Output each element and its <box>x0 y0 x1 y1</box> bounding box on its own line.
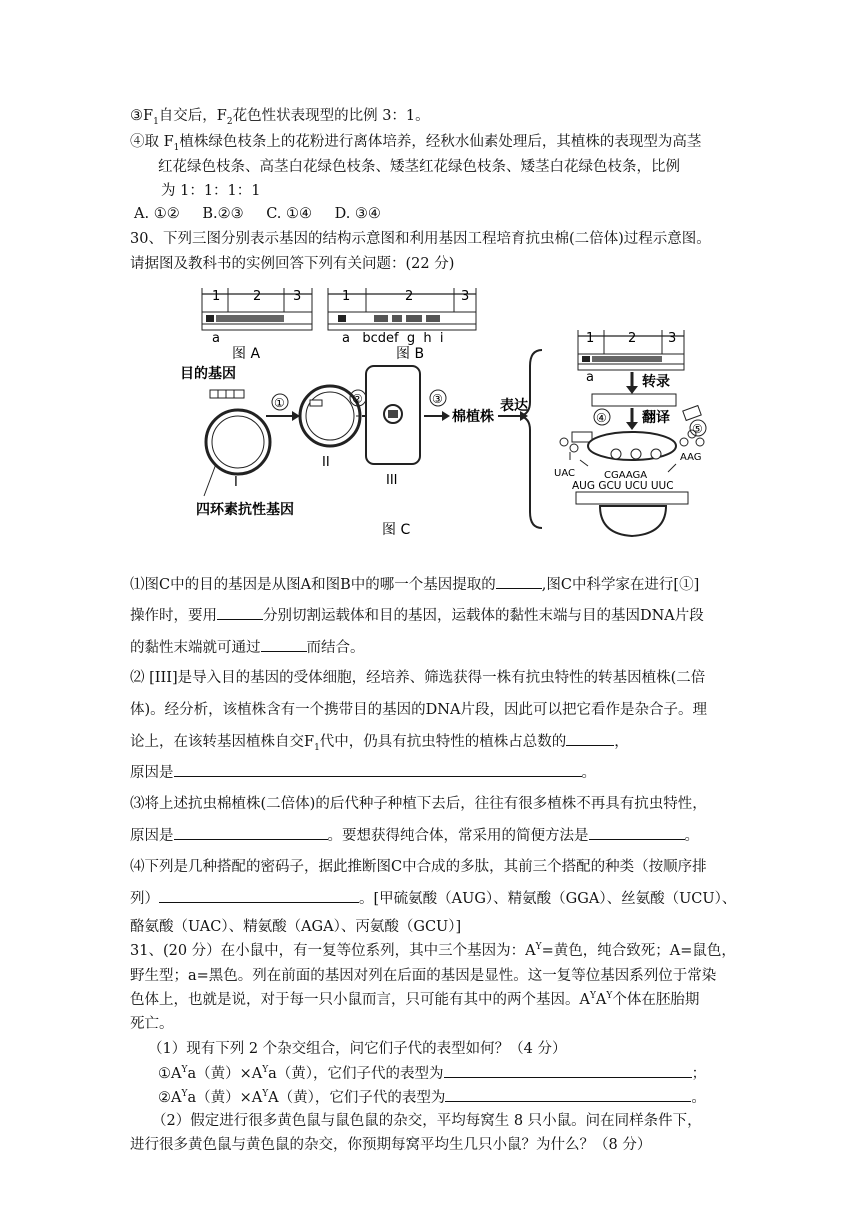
q30-part2-text: 原因是 <box>130 765 174 781</box>
answer-blank[interactable] <box>174 762 582 777</box>
figure-b <box>328 288 476 362</box>
q30-part2-text: ， <box>614 734 629 750</box>
option-a[interactable]: A. ①② <box>134 206 180 222</box>
q31-sub2-line1: （2）假定进行很多黄色鼠与鼠色鼠的杂交，平均每窝生 8 只小鼠。问在同样条件下， <box>152 1113 702 1129</box>
translate-label: 翻译 <box>642 410 670 426</box>
q30-part2-text: 论上，在该转基因植株自交F <box>130 734 315 750</box>
option-b[interactable]: B.②③ <box>202 206 244 222</box>
q31-line3 <box>130 990 699 1010</box>
q31-text: 个体在胚胎期 <box>612 992 700 1008</box>
tet-resistance-gene-label: 四环素抗性基因 <box>196 502 294 518</box>
step-1: ① <box>274 396 285 410</box>
q31-text: a（黄），它们子代的表型为 <box>268 1066 444 1082</box>
right-seg2: 2 <box>628 331 637 346</box>
figA-seg1: 1 <box>212 289 221 304</box>
q31-text: 。 <box>691 1090 706 1106</box>
q30-part3-text: 。要想获得纯合体，常采用的简便方法是 <box>327 828 589 844</box>
q30-part2-line1: ⑵ [III]是导入目的基因的受体细胞，经培养、筛选获得一株有抗虫特性的转基因植株(二倍 <box>130 670 706 686</box>
q30-part1-line1 <box>130 574 699 595</box>
superscript: Y <box>589 991 596 1002</box>
q30-part2-text: 。 <box>581 765 596 781</box>
anticodon-left: UAC <box>554 468 575 479</box>
q30-part4-line3: 酪氨酸（UAC）、精氨酸（AGA）、丙氨酸（GCU）] <box>130 919 462 935</box>
superscript: Y <box>262 1089 269 1100</box>
item3-text: 花色性状表现型的比例 3：1。 <box>232 108 430 124</box>
q30-part3-line1: ⑶将上述抗虫棉植株(二倍体)的后代种子种植下去后，往往有很多植株不再具有抗虫特性， <box>130 796 707 812</box>
figA-letter: a <box>212 331 220 346</box>
figA-seg2: 2 <box>253 289 262 304</box>
target-gene-label: 目的基因 <box>180 366 236 382</box>
item4-text: ④取 F <box>130 134 174 150</box>
figB-caption: 图 B <box>396 346 425 362</box>
superscript: Y <box>535 942 542 953</box>
recombinant-label: II <box>322 455 330 470</box>
cotton-label: 棉植株 <box>452 409 494 425</box>
q30-part1-text: ⑴图C中的目的基因是从图A和图B中的哪一个基因提取的 <box>130 577 496 593</box>
q31-text: 色体上，也就是说，对于每一只小鼠而言，只可能有其中的两个基因。A <box>130 992 590 1008</box>
step-5: ⑤ <box>692 422 703 436</box>
answer-blank[interactable] <box>174 825 328 840</box>
subscript: 1 <box>153 116 159 127</box>
q30-part1-text: 分别切割运载体和目的基因，运载体的黏性末端与目的基因DNA片段 <box>263 608 704 624</box>
q30-part3-text: 原因是 <box>130 828 174 844</box>
step-3: ③ <box>432 392 443 406</box>
item-4-line-1 <box>130 132 701 152</box>
superscript: Y <box>262 1065 269 1076</box>
subscript: 2 <box>226 116 233 127</box>
answer-blank[interactable] <box>261 637 307 652</box>
subscript: 1 <box>314 742 320 753</box>
answer-blank[interactable] <box>589 825 685 840</box>
anticodon-middle: CGAAGA <box>604 470 648 481</box>
q30-part2-line3 <box>130 731 629 752</box>
superscript: Y <box>181 1065 188 1076</box>
answer-options <box>134 204 399 224</box>
item4-text: 植株绿色枝条上的花粉进行离体培养，经秋水仙素处理后，其植株的表现型为高茎 <box>179 134 702 150</box>
q31-sub1: （1）现有下列 2 个杂交组合，问它们子代的表型如何？（4 分） <box>148 1041 567 1057</box>
q30-part4-text: 列） <box>130 891 159 907</box>
q30-intro-line-2: 请据图及教科书的实例回答下列有关问题：(22 分) <box>130 256 455 272</box>
q30-part1-line3 <box>130 637 365 658</box>
cell-label: III <box>386 473 398 488</box>
q30-part1-text: ,图C中科学家在进行[①] <box>541 577 700 593</box>
item-4-line-2: 红花绿色枝条、高茎白花绿色枝条、矮茎红花绿色枝条、矮茎白花绿色枝条，比例 <box>158 159 680 175</box>
item3-text: ③F <box>130 108 154 124</box>
right-seg3: 3 <box>668 331 677 346</box>
figA-seg3: 3 <box>293 289 302 304</box>
gene-engineering-figure <box>180 282 720 550</box>
option-c[interactable]: C. ①④ <box>266 206 312 222</box>
q31-text: 31、(20 分）在小鼠中，有一复等位系列，其中三个基因为：A <box>130 943 536 959</box>
q31-line4: 死亡。 <box>130 1016 174 1032</box>
figure-c <box>180 350 542 538</box>
figB-seg2: 2 <box>405 289 414 304</box>
q30-part4-line2 <box>130 888 736 909</box>
answer-blank[interactable] <box>566 731 614 746</box>
answer-blank[interactable] <box>496 574 542 589</box>
q31-text: A <box>595 992 607 1008</box>
q30-part1-text: 而结合。 <box>306 640 365 656</box>
anticodon-right: AAG <box>680 452 702 463</box>
q31-text: ②A <box>158 1090 182 1106</box>
q31-text: =黄色，纯合致死；A=鼠色， <box>541 943 736 959</box>
step-2: ② <box>352 392 363 406</box>
item-4-line-3: 为 1：1：1：1 <box>161 183 261 199</box>
q30-part1-line2 <box>130 605 704 626</box>
figB-seg1: 1 <box>342 289 351 304</box>
option-d[interactable]: D. ③④ <box>334 206 381 222</box>
q31-sub1-b <box>158 1087 706 1108</box>
superscript: Y <box>181 1089 188 1100</box>
figC-caption: 图 C <box>382 522 411 538</box>
q31-text: ； <box>691 1066 707 1082</box>
figB-letters: a bcdef g h i <box>342 331 444 346</box>
express-label: 表达 <box>500 398 528 414</box>
item-3 <box>130 106 430 126</box>
q31-sub2-line2: 进行很多黄色鼠与黄色鼠的杂交，你预期每窝平均生几只小鼠？为什么？（8 分） <box>130 1137 652 1153</box>
q31-line2: 野生型；a=黑色。列在前面的基因对列在后面的基因是显性。这一复等位基因系列位于常染 <box>130 968 717 984</box>
right-seg1: 1 <box>586 331 595 346</box>
q31-sub1-a <box>158 1063 706 1084</box>
superscript: Y <box>606 991 613 1002</box>
q30-part2-line2: 体)。经分析，该植株含有一个携带目的基因的DNA片段，因此可以把它看作是杂合子。理 <box>130 702 707 718</box>
answer-blank[interactable] <box>444 1063 692 1078</box>
plasmid-label: I <box>234 475 238 490</box>
q30-part2-text: 代中，仍具有抗虫特性的植株占总数的 <box>319 734 567 750</box>
figB-seg3: 3 <box>461 289 470 304</box>
q30-part1-text: 的黏性末端就可通过 <box>130 640 261 656</box>
answer-blank[interactable] <box>217 605 263 620</box>
q30-part3-text: 。 <box>684 828 699 844</box>
figure-a <box>202 288 312 362</box>
subscript: 1 <box>173 142 180 153</box>
figA-caption: 图 A <box>232 346 261 362</box>
right-letter: a <box>586 370 594 385</box>
q30-intro-line-1: 30、下列三图分别表示基因的结构示意图和利用基因工程培育抗虫棉(二倍体)过程示意图。 <box>130 231 711 247</box>
transcribe-label: 转录 <box>642 374 670 390</box>
q30-part2-line4 <box>130 762 596 783</box>
q30-part4-line1: ⑷下列是几种搭配的密码子，据此推断图C中合成的多肽，其前三个搭配的种类（按顺序排 <box>130 859 707 875</box>
q30-part4-text: 。[甲硫氨酸（AUG）、精氨酸（GGA）、丝氨酸（UCU）、 <box>359 891 737 907</box>
answer-blank[interactable] <box>445 1087 691 1102</box>
q31-line1 <box>130 941 736 961</box>
q30-part1-text: 操作时，要用 <box>130 608 217 624</box>
q30-part3-line2 <box>130 825 699 846</box>
answer-blank[interactable] <box>159 888 359 903</box>
q31-text: a（黄）×A <box>187 1066 263 1082</box>
q31-text: a（黄）×A <box>187 1090 263 1106</box>
translation-diagram <box>554 330 706 536</box>
item3-text: 自交后，F <box>158 108 227 124</box>
q31-text: A（黄），它们子代的表型为 <box>268 1090 446 1106</box>
mrna-sequence: AUG GCU UCU UUC <box>572 480 674 492</box>
q31-text: ①A <box>158 1066 182 1082</box>
step-4: ④ <box>596 411 607 425</box>
